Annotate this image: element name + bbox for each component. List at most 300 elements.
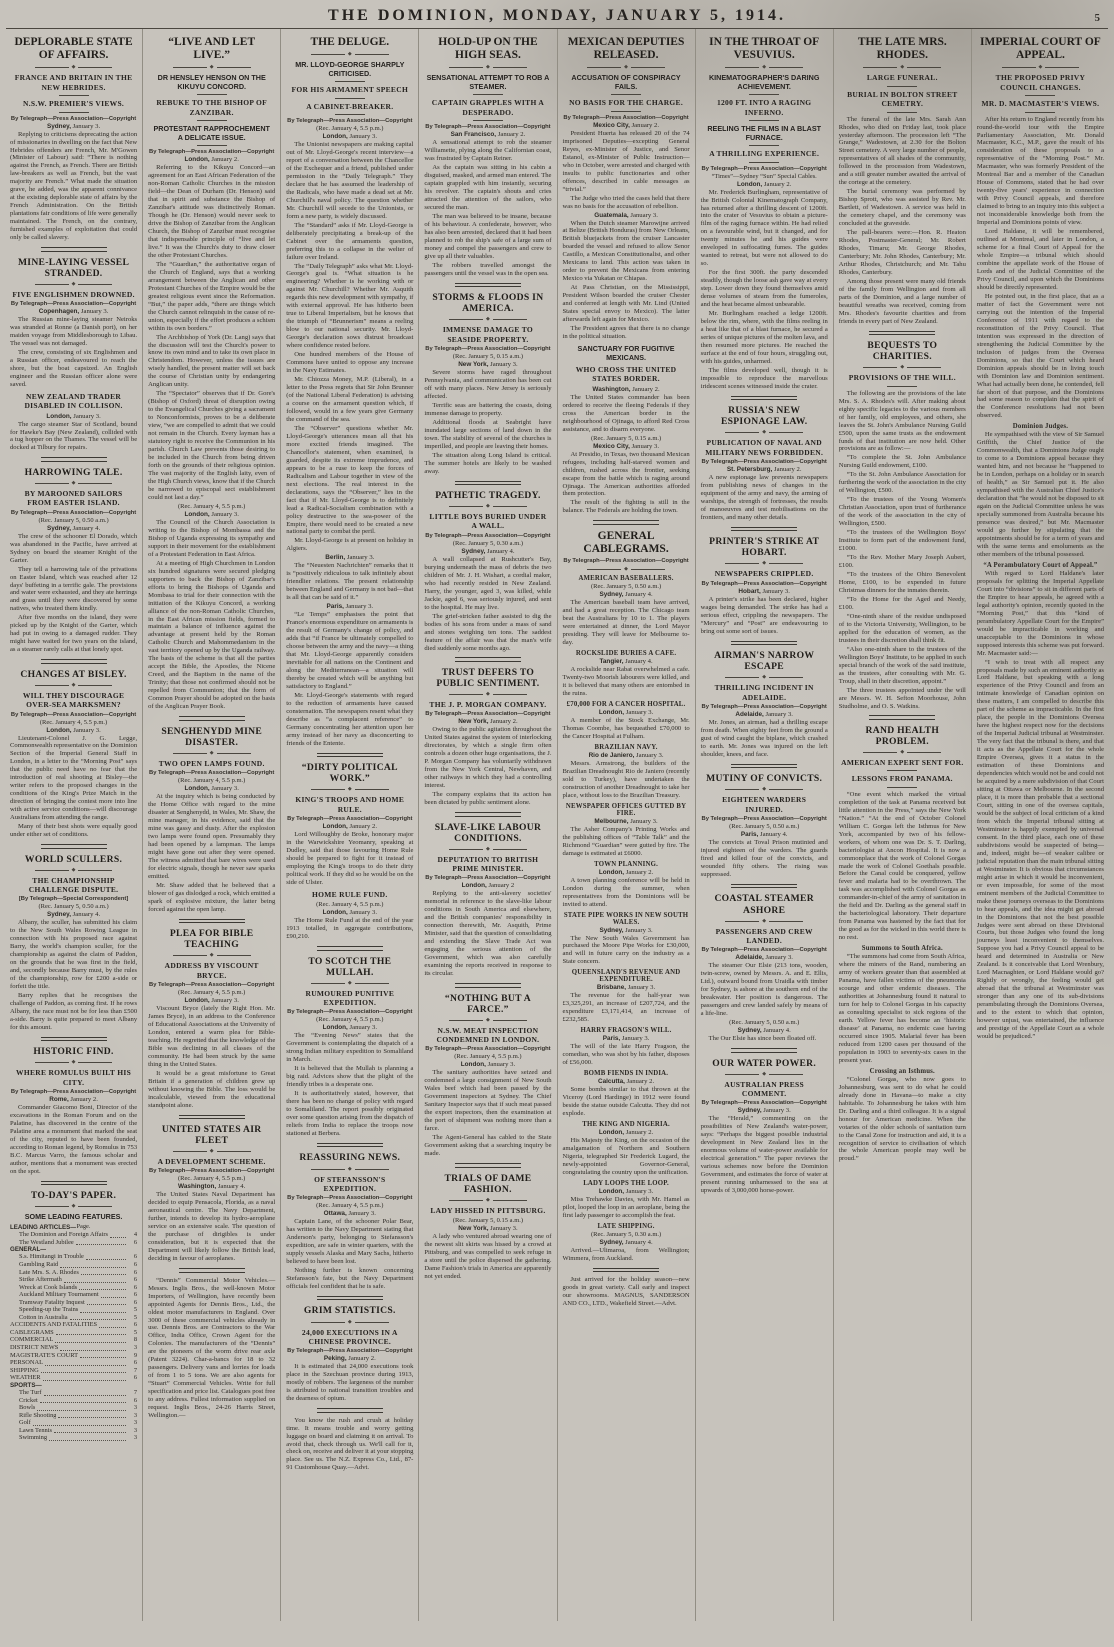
dateline: Hobart, January 3. [738, 587, 790, 595]
article-headline: RUSSIA'S NEW ESPIONAGE LAW. [720, 405, 808, 428]
ornament-line [449, 1020, 483, 1021]
article-paragraph: “Colonel Gorgas, who now goes to Johannesburg, was sent to do what he could already done in Havana—to make a city habitable. To Johannesburg he takes with him Dr. Darling and a third colleague. It is a signal honour for American medicine. When the votaries of the older schools of sanitation turn to the Canal Zone for instruction and aid, it is a recognition of service to civilisation of which the whole American people may well be proud.” [838, 1075, 966, 1163]
article-headline: TRIALS OF DAME FASHION. [444, 1172, 532, 1195]
article-divider [317, 753, 383, 758]
diamond-icon: ◆ [486, 692, 490, 698]
index-label: COMMERCIAL [10, 1336, 54, 1344]
article-divider [41, 844, 107, 849]
byline: By Telegraph—Press Association—Copyright [701, 459, 827, 466]
index-page-number: 3 [133, 1404, 138, 1412]
index-row [10, 1231, 137, 1239]
ornament-line [449, 319, 483, 320]
article-divider [41, 1037, 107, 1042]
diamond-icon: ◆ [762, 65, 767, 71]
article-paragraph: “I wish to treat with all respect any proposals made by such an eminent authority as Lord Haldane, but speaking with a long experience of the Privy Council and from an intimate knowledge of Canadian opinion on these matters, I am compelled to describe this part of the scheme as impracticable. In the first place, the people in the Dominions Oversea have the highest respect now for the decisions of the Imperial Judicial tribunal at Westminster. The very fact that the tribunal is there, and that it acts as the Appellate Court for the whole Empire Oversea, gives it a status in the estimation of these Dominions and dependencies which would not be and could not be acquired by a mere subdivision of that Court sitting at Ottawa or Melbourne. In the second place, it is more than probable that a sectional Court, sitting in one of the oversea capitals, would be the subject of local criticism of a kind from which the Imperial tribunal sitting at Westminster is happily exempted by universal consent. In the third place, each one of these subdivisions would be suspected of being—and, indeed, might be—of weaker calibre or judicial reputation than the main tribunal sitting at Westminster. It is obvious that circumstances might arise in which it would be inconvenient, or even impossible, for some of the most eminent members of the Judicial Committee to make these journeys overseas to the Dominions to hear appeals, and the idea might get abroad in the Dominions that not the best possible Judges were sent abroad on these Divisional Courts, but those Judges who found the long journeys least inconvenient to themselves. Suppose you had a Privy Council appeal to be heard and determined in Australia or New Zealand. Is it conceivable that Lord Wrenbury, Lord Macnaghten, or Lord Haldane would go? Rightly or wrongly, the feeling would get abroad that the tribunal at Westminster was stronger than any one of its sub-divisions perambulating through the Dominions Oversea, and to the extent to which that opinion, however unjust, was entertained, the influence and prestige of the Appellate Court as a whole would be prejudiced.” [976, 658, 1104, 1041]
article-headline: TRUST DEFERS TO PUBLIC SENTIMENT. [436, 666, 540, 689]
paragraph-subhead: HARRY FRAGSON'S WILL. [580, 1027, 672, 1035]
index-page-number: 6 [133, 1283, 138, 1291]
article-paragraph: The will of the late Harry Fragson, the comedian, who was shot by his father, disposes of £56,000. [562, 1043, 690, 1067]
index-leader-dots [60, 1350, 126, 1351]
article-divider [455, 481, 521, 486]
dateline: Sydney, January 4. [599, 1238, 653, 1246]
article-paragraph: As the captain was sitting in his cabin a disguised, masked, and armed man entered. The captain grappled with him instantly, securing his revolver. The captain's shouts and cries attracted the attention of the sailors, who secured the man. [424, 164, 552, 211]
dateline-place: Tangier, [599, 658, 624, 666]
article-subheadline: SANCTUARY FOR FUGITIVE MEXICANS. [577, 344, 675, 363]
advertisement: Just arrived for the holiday season—new goods in great variety. Call early and inspect our showrooms. MAGNUS, SANDERSON AND CO., LTD., Wakefield Street.—Advt. [562, 1276, 690, 1308]
byline: By Telegraph—Press Association—Copyright [425, 711, 551, 718]
index-leader-dots [81, 1274, 126, 1275]
dateline: London, January 2. [184, 156, 239, 164]
index-page-number: Page. [76, 1223, 91, 1231]
byline: By Telegraph—Press Association—Copyright [425, 532, 551, 539]
index-leader-dots [79, 1289, 126, 1290]
ornament-line [725, 1074, 759, 1075]
article-divider [317, 1143, 383, 1148]
article-headline: PRINTER'S STRIKE AT HOBART. [709, 536, 820, 559]
separator-rule [59, 112, 89, 113]
article-headline: HOLD-UP ON THE HIGH SEAS. [438, 36, 538, 62]
ornament-line [355, 1322, 389, 1323]
ornament-rule [148, 751, 275, 756]
received-time: (Rec. January 4, 5.5 p.m.) [178, 988, 246, 996]
ornament-rule [839, 750, 966, 755]
article-divider [179, 919, 245, 924]
article-paragraph: He pointed out, in the first place, that as a matter of fact the Government were not carrying out the intention of the Imperial Conference of 1911 with regard to the reconstitution of the Privy Council. That intention was expressed in the direction of strengthening the Judicial Committee by the inclusion of judges from the Oversea Dominions, so that the Court which heard Dominion appeals should be in living touch with Dominion law and Dominion sentiment. What had actually been done, he contended, fell far short of that purpose, and the Dominions had some reason to complain that the spirit of the Conference resolutions had not been observed. [976, 292, 1104, 420]
index-leader-dots [33, 1425, 126, 1426]
ornament-line [769, 677, 803, 678]
ornament-line [78, 1062, 112, 1063]
index-page-number: 9 [133, 1351, 138, 1359]
ornament-line [217, 753, 251, 754]
article-headline: THE DELUGE. [310, 36, 390, 48]
paragraph-subhead: THE KING AND NIGERIA. [582, 1121, 670, 1129]
article-headline: CHANGES AT BISLEY. [20, 668, 127, 680]
index-page-number: 5 [133, 1313, 138, 1321]
received-time: (Rec. January 4, 5.5 p.m.) [178, 1175, 246, 1183]
ornament-rule [424, 1198, 551, 1203]
article-paragraph: Lord Haldane, it will be remembered, outlined at Montreal, and later in London, a scheme for a final Court of Appeal for the whole Empire—a tribunal which should combine the appellate work of the House of Lords and of the Judicial Committee of the Privy Council, and upon which the Dominions should be directly represented. [976, 228, 1104, 291]
ornament-line [631, 67, 665, 68]
dateline: London, January 3. [322, 132, 377, 140]
index-row [10, 1352, 137, 1360]
separator-rule [749, 145, 779, 146]
ornament-line [217, 955, 251, 956]
article-paragraph: A rockslide near Rabat overwhelmed a cafe. Twenty-two Moorish labourers were killed, and it is believed that many others are entombed in the ruins. [562, 666, 690, 698]
dateline: Paris, January 4. [740, 831, 788, 839]
index-page-number: 6 [133, 1238, 138, 1246]
article-divider [731, 1048, 797, 1053]
index-row [10, 1261, 137, 1269]
article-paragraph: The result of the fighting is still in the balance. The Federals are holding the town. [562, 499, 690, 515]
ornament-rule [286, 1167, 413, 1172]
dateline-place: Brisbane, [596, 984, 627, 992]
received-time: (Rec. January 5, 0.50 a.m.) [38, 516, 109, 524]
article-paragraph: One hundred members of the House of Commons have united to oppose any increase in the Navy Estimates. [286, 351, 414, 375]
ornament-line [907, 752, 941, 753]
article-paragraph: Albany, the sculler, has submitted his claim to the New South Wales Rowing League in connection with his proposed race against Barry, the world's champion sculler, for the championship as against the claim of Paddon, on the grounds that he was first in the field, and, secondly because Barry must, by the rules of the championship, row for £200 a-side or forfeit the title. [10, 919, 138, 991]
index-label: Tramway Fatality Inquest [19, 1298, 85, 1306]
article-paragraph: Replying to criticisms deprecating the action of missionaries in dwelling on the fact that New Hebrides offenders are French, Mr. M'Gowen (Minister of Labour) said: “There is nothing against the French, as French. There are British law-breakers as well as French, but the vast majority are French.” What made the situation grave, he added, was the apparent connivance at the existing deplorable state of affairs by the French Administration. On the British plantations fair conditions of life were generally maintained. The French, on the contrary, furnished examples of exploitation that could only be called slavery. [10, 130, 138, 242]
paragraph-subhead: ROCKSLIDE BURIES A CAFE. [575, 650, 677, 658]
diamond-icon: ◆ [71, 65, 76, 71]
article-paragraph: “To the trustees of the Wellington Boys' Institute to form part of the endowment fund, £1000. [838, 529, 966, 553]
ornament-line [863, 752, 897, 753]
separator-rule [197, 94, 227, 95]
article-paragraph: The “Spectator” observes that if Dr. Gore's (Bishop of Oxford) threat of disruption owing to the Evangelical Churches giving a sacrament to Nonconformists, proves to be a deliberate view, “we are compelled to admit that we could not remain in the Church. Every layman has a statutory right to receive the Communion in his parish. Church Law prevents those desiring to be included in the Church from being driven forth on the grounds of their religious opinion. The vast majority of the English laity, even of the High Church views, know that if the Church be narrowed to episcopal sect establishment could not last a day.” [148, 390, 276, 501]
index-label: Rifle Shooting [19, 1411, 57, 1419]
dateline-place: New York, [458, 1224, 489, 1232]
index-row [10, 1299, 137, 1307]
index-page-number: 6 [133, 1321, 138, 1329]
article-paragraph: Some bombs similar to that thrown at the Viceroy (Lord Hardinge) in 1912 were found beside the statue outside Calcutta. They did not explode. [562, 1086, 690, 1118]
ornament-rule [424, 1018, 551, 1023]
article-subheadline: ADDRESS BY VISCOUNT BRYCE. [164, 961, 259, 980]
dateline-place: Hobart, [738, 587, 761, 595]
separator-rule [197, 120, 227, 121]
dateline: Berlin, January 3. [325, 554, 375, 562]
article-headline: PATHETIC TRAGEDY. [435, 490, 541, 502]
dateline-place: New York, [458, 360, 489, 368]
dateline: Guatemala, January 3. [594, 211, 658, 219]
index-page-number: 6 [133, 1276, 138, 1284]
index-label: WEATHER [10, 1374, 41, 1382]
dateline: Adelaide, January 3. [735, 954, 793, 962]
article-subheadline: OF STEFANSSON'S EXPEDITION. [314, 1174, 386, 1193]
received-time: (Rec. January 4, 5.5 p.m.) [39, 718, 108, 726]
dateline: New York, January 3. [458, 1224, 518, 1232]
received-time: (Rec. January 4, 5.5 p.m.) [454, 1053, 522, 1061]
ornament-rule [148, 1149, 275, 1154]
article-subheadline: N.S.W. PREMIER'S VIEWS. [23, 99, 125, 109]
article-paragraph: The pall-bearers were:—Hon. R. Heaton Rhodes, Postmaster-General; Mr. Robert Rhodes, Timaru; Mr. George Rhodes, Canterbury; Mr. John Rhodes, Canterbury; Mr. Arthur Rhodes, Christchurch; and Mr. Tahu Rhodes, Canterbury. [838, 229, 966, 276]
ornament-rule [701, 1072, 828, 1077]
article-paragraph: The grief-stricken father assisted to dig the bodies of his sons from under a mass of sand and stones weighing ten tons. The saddest feature of the affair was that the man's wife died suddenly some months ago. [424, 612, 552, 652]
index-leader-dots [45, 1365, 126, 1366]
article-headline: MEXICAN DEPUTIES RELEASED. [567, 36, 685, 62]
ornament-rule [701, 787, 828, 792]
byline: By Telegraph—Press Association—Copyright [425, 345, 551, 352]
ornament-line [725, 677, 759, 678]
article-subheadline: WHERE ROMULUS BUILT HIS CITY. [16, 1068, 132, 1087]
article-subheadline: 1200 FT. INTO A RAGING INFERNO. [716, 98, 812, 117]
dateline-place: Peking, [323, 1355, 347, 1363]
article-subheadline: 24,000 EXECUTIONS IN A CHINESE PROVINCE. [301, 1327, 398, 1346]
article-paragraph: The Asher Company's Printing Works and the publishing offices of “Table Talk” and the Richmond “Guardian” were gutted by fire. The damage is estimated at £6000. [562, 825, 690, 857]
ornament-rule [701, 675, 828, 680]
ornament-line [35, 1062, 69, 1063]
dateline: Sydney, January 4. [46, 911, 101, 919]
ornament-rule [286, 1320, 413, 1325]
index-row [10, 1397, 137, 1405]
paragraph-subhead: LATE SHIPPING. [597, 1222, 655, 1230]
byline: By Telegraph—Press Association—Copyright [287, 1009, 413, 1016]
dateline-place: London, [184, 510, 210, 518]
diamond-icon: ◆ [71, 480, 76, 486]
article-paragraph: The revenue for the half-year was £3,325,291, an increase of £207,724, and the expenditure £3,171,414, an increase of £232,585. [562, 992, 690, 1024]
article-divider [869, 331, 935, 336]
article-paragraph: After five months on the island, they were picked up by the Knight of the Garter, which had put in owing to a damaged rudder. They might have waited for two years on the island, as a steamer rarely calls at that lonely spot. [10, 614, 138, 654]
dateline-place: Calcutta, [597, 1078, 625, 1086]
column-4 [419, 29, 557, 1621]
dateline: Sydney, January 4. [599, 591, 653, 599]
article-subheadline: DEPUTATION TO BRITISH PRIME MINISTER. [437, 854, 539, 874]
article-paragraph: The films developed well, though it is impossible to reproduce the marvellous iridescent scenes witnessed inside the crater. [700, 366, 828, 390]
article-paragraph: The “Herald,” commenting on the possibilities of New Zealand's water-power, says: “Perhaps the biggest possible industrial development in New Zealand lies in the enormous volume of water-power available for electrical generation.” The paper reviews the various schemes now before the Dominion Government, and estimates the force of water at present running unharnessed to the sea at upwards of 3,000,000 horse-power. [700, 1115, 828, 1195]
article-headline: AIRMAN'S NARROW ESCAPE [714, 650, 815, 673]
separator-rule [749, 120, 779, 121]
article-paragraph: The Judge who tried the cases held that there was no basis for the accusation of rebellion. [562, 194, 690, 210]
ornament-line [355, 983, 389, 984]
article-paragraph: The crew of the schooner El Dorado, which was abandoned in the Pacific, have arrived at Sydney on board the steamer Knight of the Garter. [10, 532, 138, 564]
index-page-number: 3 [133, 1426, 138, 1434]
dateline: Sydney, January 4. [737, 1027, 791, 1035]
diamond-icon: ◆ [209, 953, 214, 959]
article-paragraph: The Unionist newspapers are making capital out of Mr. Lloyd-George's recent interview—a report of a conversation between the Chancellor of the Exchequer and a friend, published under permission in the “Daily Telegraph.” They declare that he has assumed the leadership of the Radicals, who have made a dead set at Mr. Churchill's naval policy. The question whether Mr. Churchill will secede to the Unionists, or form a new party, is widely discussed. [286, 140, 414, 220]
article-divider [41, 247, 107, 252]
ornament-line [311, 1322, 345, 1323]
index-leader-dots [99, 1327, 126, 1328]
dateline-place: London, [461, 882, 487, 890]
index-leader-dots [110, 1237, 126, 1238]
ornament-line [863, 367, 897, 368]
index-label: Bowls [19, 1404, 36, 1412]
dateline-place: Sydney, [737, 1027, 762, 1035]
article-divider [179, 1115, 245, 1120]
ornament-line [725, 563, 759, 564]
dateline: Melbourne, January 3. [594, 817, 658, 825]
article-headline: PLEA FOR BIBLE TEACHING [169, 928, 254, 951]
byline: [By Telegraph—Special Correspondent] [18, 896, 129, 903]
index-row [10, 1314, 137, 1322]
received-time: (Rec. January 5, 0.50 a.m.) [729, 823, 800, 831]
index-row [10, 1419, 137, 1427]
dateline-place: Melbourne, [594, 817, 629, 825]
dateline-place: Ottawa, [323, 1210, 347, 1218]
index-page-number: 5 [133, 1328, 138, 1336]
diamond-icon: ◆ [762, 675, 767, 681]
ornament-rule [424, 504, 551, 509]
article-subheadline: FRANCE AND BRITAIN IN THE NEW HEBRIDES. [14, 73, 133, 92]
dateline-place: Washington, [592, 385, 631, 393]
index-leader-dots [60, 1267, 126, 1268]
article-paragraph: “Le Temps” emphasises the point that France's enormous expenditure on armaments is the result of Germany's change of policy, and adds that “if France be ultimately compelled to choose between the army and the navy—a thing that Mr. Lloyd-George apparently considers inevitable for all nations on the Continent and along the Mediterranean—a situation will thereby be created which will be anything but satisfactory to England.” [286, 611, 414, 690]
ornament-line [493, 1200, 527, 1201]
index-row [10, 1284, 137, 1292]
article-subheadline: AUSTRALIAN PRESS COMMENT. [724, 1079, 804, 1098]
dateline: Adelaide, January 3. [735, 711, 793, 718]
article-paragraph: “To the Home for the Aged and Needy, £100. [838, 595, 966, 611]
dateline: London, January 3. [322, 909, 377, 917]
article-paragraph: “The summons had come from South Africa, where the miners of the Rand, numbering an army of workers greater than that assembled at Panama, have fallen victims of the pneumonia scourge and other endemic diseases. The authorities at Johannesburg found it natural to turn for help to Colonel Gorgas in his capacity as consulting specialist to sick regions of the earth. Yellow fever has become an ‘historic disease’ at Panama, no endemic case having occurred since 1905. Malarial fever has been reduced from 1200 cases per thousand of the population in 1903 to seventy-six cases in the present year. [838, 953, 966, 1064]
article-paragraph: The convicts at Toval Prison mutinied and injured eighteen of the warders. The guards fired and killed four of the convicts, and wounded fifty others. The rising was suppressed. [700, 839, 828, 878]
article-divider [869, 715, 935, 720]
article-paragraph: The cargo steamer Star of Scotland, bound for Hawke's Bay (New Zealand), collided with a tug hopper on the Thames. The vessel will be docked at Tilbury for repairs. [10, 420, 138, 452]
index-label: Golf [19, 1419, 31, 1427]
article-headline: BEQUESTS TO CHARITIES. [867, 340, 938, 363]
byline: By Telegraph—Press Association—Copyright [425, 1046, 551, 1053]
dateline-place: New York, [458, 718, 489, 726]
article-subheadline: MR. LLOYD-GEORGE SHARPLY CRITICISED. [295, 60, 405, 79]
article-headline: TO-DAY'S PAPER. [30, 1190, 117, 1202]
article-paragraph: The Russian mine-laying steamer Neiroks was stranded at Ronne (a Danish port), on her maiden voyage from Middlesborough to Libau. The vessel was not damaged. [10, 316, 138, 347]
dateline-place: Adelaide, [735, 954, 764, 962]
dateline-place: Sydney, [599, 926, 624, 934]
article-headline: WORLD SCULLERS. [24, 853, 123, 865]
diamond-icon: ◆ [486, 1197, 490, 1203]
dateline: Rio de Janiero, January 3. [588, 751, 664, 759]
index-row [10, 1412, 137, 1420]
ornament-line [725, 789, 759, 790]
article-paragraph: Among those present were many old friends of the family from Wellington and from all parts of the Dominion, and a large number of beautiful wreaths was received, coming from Mrs. Rhodes's favourite charities and from friends in every part of New Zealand. [838, 277, 966, 325]
index-row [10, 1276, 137, 1284]
index-leader-dots [44, 1395, 127, 1396]
article-paragraph: Referring to the Kikuyu Concord—an agreement for an East African Federation of the non-Roman Catholic Churches in the mission field—the Dean of Durham (Dr. Henson) said that in spirit and substance the Bishop of Zanzibar's attitude was distinctively Roman. Though he (Dr. Henson) would never seek to drive the Bishop of Zanzibar from the Anglican Church, the Bishop of Zanzibar must recognise that indispensable principle of “live and let live.” It was the Church's duty to draw closer the other Protestant Churches. [148, 164, 276, 259]
dateline-place: London, [46, 412, 72, 420]
dateline-place: Mexico City, [593, 442, 630, 450]
index-row [10, 1239, 137, 1247]
article-paragraph: The steamer Our Elsie (213 tons, wooden, twin-screw, owned by Messrs. A. and E. Ellis, Ltd.), outward bound from Uraidla with timber for Sydney, is ashore at the southern end of the breakwater. Her position is dangerous. The passengers and crew landed safely by means of a life-line. [700, 962, 828, 1018]
article-paragraph: Mr. Burlingham reached a ledge 1200ft. below the rim, where, with the films reeling in a heat like that of a blast furnace, he secured a series of unique pictures of the molten lava, and then resumed more pictures. He reached the surface at the end of four hours, struggling out, with his guides, unharmed. [700, 310, 828, 365]
separator-rule [1025, 112, 1055, 113]
received-time: (Rec. January 5, 0.30 a.m.) [452, 539, 524, 547]
index-leader-dots [80, 1357, 126, 1358]
index-page-number: 6 [133, 1298, 138, 1306]
article-divider [455, 983, 521, 988]
dateline-place: Paris, [740, 831, 759, 839]
dateline: London, January 3. [184, 996, 239, 1004]
index-label: DISTRICT NEWS [10, 1343, 59, 1351]
separator-rule [887, 386, 917, 387]
ornament-line [35, 1206, 69, 1207]
paragraph-subhead: Crossing an Isthmus. [869, 1067, 935, 1075]
paragraph-subhead: “A Perambulatory Court of Appeal.” [983, 561, 1098, 569]
ornament-rule [10, 282, 137, 287]
index-leader-dots [76, 1244, 126, 1245]
paragraph-subhead: £70,000 FOR A CANCER HOSPITAL. [566, 701, 686, 708]
ornament-line [78, 67, 112, 68]
index-leader-dots [101, 1297, 126, 1298]
article-paragraph: The Agent-General has cabled to the State Government asking that a searching inquiry be made. [424, 1134, 552, 1158]
index-label: Cricket [19, 1396, 38, 1404]
columns [0, 29, 1114, 1621]
dateline: Sydney, January 3. [737, 1107, 791, 1115]
article-headline: THE LATE MRS. RHODES. [857, 36, 947, 62]
article-subheadline: THRILLING INCIDENT IN ADELAIDE. [714, 683, 814, 702]
article-subheadline: MR. D. MACMASTER'S VIEWS. [981, 99, 1100, 109]
article-divider [455, 657, 521, 662]
diamond-icon: ◆ [347, 52, 352, 58]
received-time: (Rec. January 4, 5.5 p.m.) [316, 1016, 384, 1024]
article-paragraph: Owing to the public agitation throughout the United States against the system of interlocking directorates, by which a single firm often controls a dozen other huge organisations, the J. P. Morgan Company has voluntarily withdrawn from the New York Central, Newhaven, and other railways in which they had a controlling interest. [424, 726, 552, 790]
ornament-line [907, 367, 941, 368]
received-time: (Rec. January 4, 5.5 p.m.) [178, 777, 246, 785]
index-label: MAGISTRATE'S COURT [10, 1351, 79, 1359]
article-paragraph: It is estimated that 24,000 executions took place in the Szechuan province during 1913, mostly of robbers. The largeness of the number is attributed to national transition troubles and the dearness of opium. [286, 1363, 414, 1403]
article-paragraph: With regard to Lord Haldane's later proposals for splitting the Imperial Appellate Court into “divisions” to sit in different parts of the Empire to hear appeals, he agreed with a legal authority's opinion, recently quoted in the “Morning Post,” that this “kind of perambulatory Appellate Court for the Empire” would be impracticable in working and unacceptable to the Dominions in whose supposed interests this scheme was put forward. Mr. Macmaster said:— [976, 569, 1104, 657]
diamond-icon: ◆ [900, 365, 905, 371]
index-label: Lawn Tennis [19, 1426, 52, 1434]
dateline: Sydney, January 4. [461, 547, 515, 555]
article-divider [41, 659, 107, 664]
ornament-rule [148, 953, 275, 958]
index-row [10, 1336, 137, 1344]
index-label: Wreck at Cook Islands [19, 1283, 78, 1291]
dateline: Ottawa, January 3. [323, 1210, 376, 1218]
byline: By Telegraph—Press Association—Copyright [287, 117, 413, 124]
index-row [10, 1269, 137, 1277]
dateline-place: London, [737, 180, 763, 188]
article-paragraph: The robbers travelled amongst the passengers until the vessel was in the open sea. [424, 261, 552, 277]
dateline-place: Washington, [178, 1183, 217, 1191]
column-8 [972, 29, 1109, 1621]
article-headline: UNITED STATES AIR FLEET [161, 1124, 262, 1147]
advertisement: You know the rush and crush at holiday time. It means trouble and worry getting luggage on board and claiming it on arrival. To avoid that, check through us. We'll call for it, check on, receive and deliver it at your stopping place. See us. The N.Z. Express Co., Ltd., 87-91 Customhouse Quay.—Advt. [286, 1416, 414, 1472]
ornament-rule [424, 65, 551, 70]
dateline: Sydney, January 3. [46, 122, 101, 130]
separator-rule [1025, 95, 1055, 96]
article-subheadline: BY MAROONED SAILORS FROM EASTER ISLAND. [24, 488, 123, 508]
dateline-place: Rome, [49, 1096, 69, 1104]
article-paragraph: Miss Trehawke Davies, with Mr. Hamel as pilot, looped the loop in an aeroplane, being the first lady passenger to accomplish the feat. [562, 1195, 690, 1219]
diamond-icon: ◆ [347, 787, 352, 793]
diamond-icon: ◆ [209, 1149, 214, 1155]
article-paragraph: Mr. Jones, an airman, had a thrilling escape from death. When eighty feet from the ground a gust of wind caught the biplane, which crashed to earth. Mr. Jones was injured on the left shoulder, knees, and face. [700, 719, 828, 758]
ornament-line [493, 67, 527, 68]
masthead [0, 0, 1114, 25]
article-headline: TO SCOTCH THE MULLAH. [308, 955, 392, 978]
index-page-number: 3 [133, 1411, 138, 1419]
ornament-line [355, 789, 389, 790]
dateline-place: London, [184, 996, 210, 1004]
article-paragraph: The situation along Long Island is critical. The summer hotels are likely to be washed away. [424, 451, 552, 475]
index-leader-dots [86, 1259, 126, 1260]
article-paragraph: The burial ceremony was performed by Bishop Sprott, who was assisted by Rev. Mr. Bartlett, of Wadestown. A service was held in the cemetery chapel, and the ceremony was concluded at the graveside. [838, 188, 966, 228]
article-subheadline: NO BASIS FOR THE CHARGE. [569, 98, 684, 108]
article-headline: COASTAL STEAMER ASHORE [714, 893, 814, 916]
dateline-place: Berlin, [325, 554, 346, 562]
article-subheadline: ACCUSATION OF CONSPIRACY FAILS. [571, 73, 681, 92]
article-paragraph: The Our Elsie has since been floated off. [708, 1035, 817, 1043]
paragraph-subhead: TOWN PLANNING. [594, 860, 658, 868]
ornament-line [449, 1200, 483, 1201]
ornament-rule [10, 65, 137, 70]
article-headline: RAND HEALTH PROBLEM. [865, 724, 940, 747]
ornament-rule [701, 65, 828, 70]
index-leader-dots [37, 1410, 126, 1411]
diamond-icon: ◆ [71, 281, 76, 287]
article-paragraph: The Home Rule Fund at the end of the year 1913 totalled, in aggregate contributions, £90,210. [286, 917, 414, 941]
article-subheadline: DR HENSLEY HENSON ON THE KIKUYU CONCORD. [157, 73, 266, 92]
index-leader-dots [56, 1334, 126, 1335]
diamond-icon: ◆ [347, 1319, 352, 1325]
article-divider [731, 396, 797, 401]
separator-rule [887, 770, 917, 771]
dateline: London, January 3. [46, 726, 101, 734]
article-subheadline: IMMENSE DAMAGE TO SEASIDE PROPERTY. [442, 325, 534, 344]
dateline-place: London, [322, 823, 348, 830]
index-label: Auckland Military Tournament [19, 1291, 99, 1299]
ornament-line [78, 284, 112, 285]
byline: By Telegraph—Press Association—Copyright [149, 770, 275, 777]
diamond-icon: ◆ [624, 65, 628, 71]
article-paragraph: He sympathised with the view of Sir Samuel Griffith, the Chief Justice of the Commonwealth, that a Dominions Judge ought to come to a Dominions appeal because they wanted him, and not because he “happened to be in London, perhaps on a holiday or in search of health,” as Sir Samuel put it. He also sympathised with the Australian Chief Justice's declaration that “he would not be disposed to sit again on the Judicial Committee unless he was specially summoned from Australia because his presence was desired,” but Mr. Macmaster would go further by stipulating that the appointments should be for a term of years and with the same terms and emoluments as the other members of the tribunal possessed. [976, 431, 1104, 558]
article-paragraph: A new espionage law prevents newspapers from publishing news of changes in the equipment of the army and navy, the arming of warships, the strength of fortresses, the results of manoeuvres and test mobilisations on the frontiers, and many other details. [700, 474, 828, 521]
column-1 [5, 29, 143, 1621]
article-subheadline: FIVE ENGLISHMEN DROWNED. [12, 289, 135, 299]
column-6 [696, 29, 834, 1621]
article-paragraph: President Huerta has released 20 of the 74 imprisoned Deputies—excepting General Reyes, ex-Minister of Justice, and Senor Estanol, ex-Minister of Public Instruction—who in October, were arrested and charged with insults to public functionaries and other offences, described in cable messages as “trivial.” [562, 129, 690, 193]
index-leader-dots [54, 1432, 126, 1433]
